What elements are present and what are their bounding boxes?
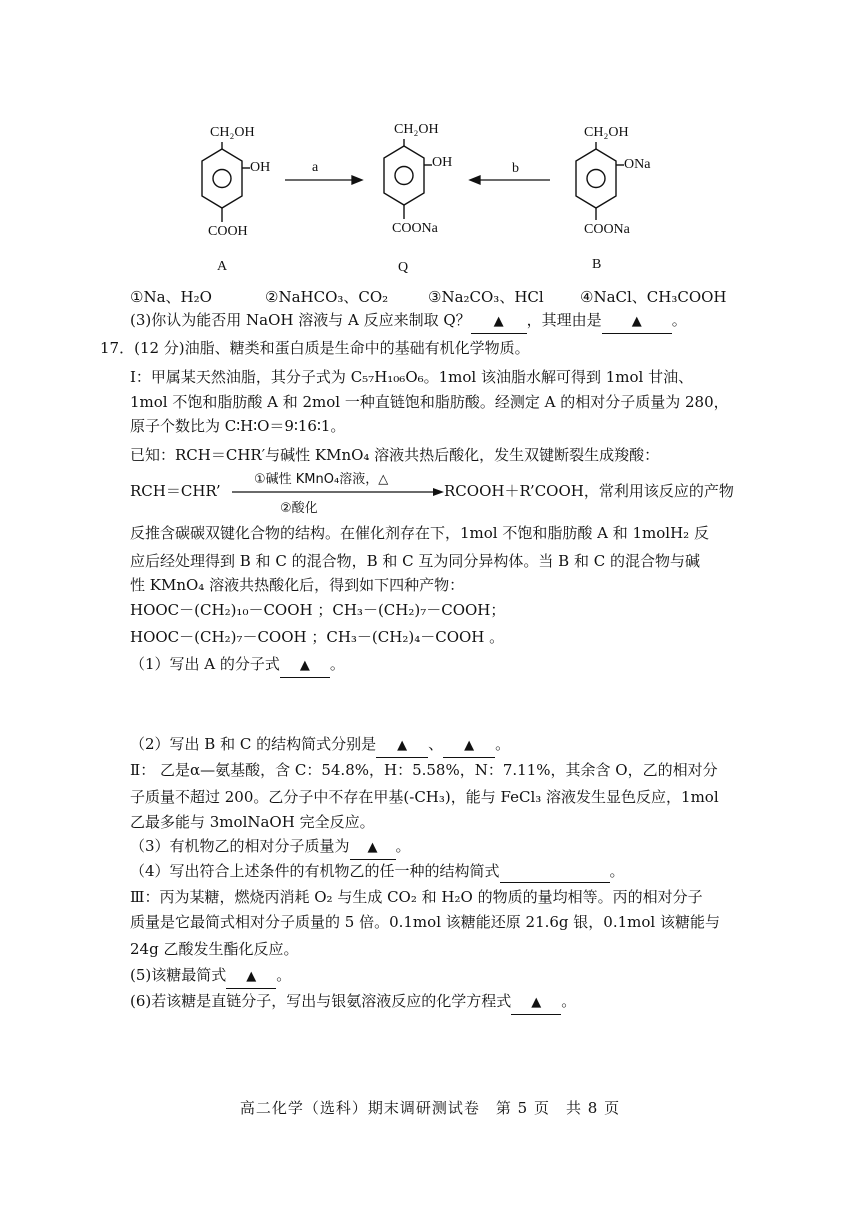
paragraph: 子质量不超过 200。乙分子中不存在甲基(-CH₃)，能与 FeCl₃ 溶液发生显色反应，1mol [130,788,719,806]
paragraph: 反推含碳碳双键化合物的结构。在催化剂存在下，1mol 不饱和脂肪酸 A 和 1molH₂ 反 [130,524,709,542]
answer-blank[interactable]: ▲ [350,835,396,860]
reaction-arrow [232,486,446,498]
benzene-ring-b [576,142,624,220]
paragraph: 乙最多能与 3molNaOH 完全反应。 [130,813,375,831]
q-side-group: OH [432,155,453,170]
q16-3: (3)你认为能否用 NaOH 溶液与 A 反应来制取 Q？ ▲ ，其理由是 ▲ 。 [130,309,687,334]
q17-1: （1）写出 A 的分子式 ▲ 。 [130,653,345,678]
arrow-b [470,176,550,184]
answer-blank[interactable]: ▲ [280,653,330,678]
answer-blank[interactable]: ▲ [226,964,276,989]
q17-heading: 17．(12 分)油脂、糖类和蛋白质是生命中的基础有机化学物质。 [100,339,530,357]
benzene-ring-a [202,142,250,222]
label-b: B [592,257,602,272]
reaction-condition-1: ①碱性 KMnO₄溶液，△ [254,472,389,487]
answer-blank[interactable] [500,860,610,883]
label-a: A [217,259,228,274]
reaction-condition-2: ②酸化 [280,501,318,516]
reaction-right: RCOOH＋R’COOH，常利用该反应的产物 [444,482,734,500]
option-3: ③Na₂CO₃、HCl [428,288,544,306]
benzene-ring-q [384,139,432,219]
option-4: ④NaCl、CH₃COOH [580,288,727,306]
paragraph: Ⅰ：甲属某天然油脂，其分子式为 C₅₇H₁₀₆O₆。1mol 该油脂水解可得到 1mol 甘油、 [130,368,694,386]
answer-blank[interactable]: ▲ [443,733,495,758]
b-top-group: CH₂OH [584,125,629,140]
paragraph: Ⅱ： 乙是α—氨基酸，含 C：54.8%，H：5.58%，N：7.11%，其余含 O，乙的相对分 [130,761,718,779]
option-1: ①Na、H₂O [130,288,212,306]
q17-5: (5)该糖最简式 ▲ 。 [130,964,291,989]
q16-3-text: (3)你认为能否用 NaOH 溶液与 A 反应来制取 Q？ [130,311,471,329]
arrow-a [285,176,362,184]
arrow-a-label: a [312,160,319,175]
paragraph: 原子个数比为 C∶H∶O＝9∶16∶1。 [130,417,346,435]
arrow-b-label: b [512,161,519,176]
q17-3: （3）有机物乙的相对分子质量为 ▲ 。 [130,835,411,860]
option-2: ②NaHCO₃、CO₂ [265,288,389,306]
paragraph: Ⅲ：丙为某糖，燃烧丙消耗 O₂ 与生成 CO₂ 和 H₂O 的物质的量均相等。丙的相对分子 [130,888,703,906]
a-bottom-group: COOH [208,224,248,239]
product-line-2: HOOC－(CH₂)₇－COOH ；CH₃－(CH₂)₄－COOH 。 [130,628,505,646]
q17-2: （2）写出 B 和 C 的结构简式分别是 ▲ 、 ▲ 。 [130,733,510,758]
a-side-group: OH [250,160,271,175]
reaction-left: RCH＝CHR’ [130,482,221,500]
b-bottom-group: COONa [584,222,630,237]
q-bottom-group: COONa [392,221,438,236]
q-top-group: CH₂OH [394,122,439,137]
paragraph: 1mol 不饱和脂肪酸 A 和 2mol 一种直链饱和脂肪酸。经测定 A 的相对分子质量为 280， [130,393,729,411]
q17-4: （4）写出符合上述条件的有机物乙的任一种的结构简式 。 [130,860,625,883]
b-side-group: ONa [624,157,651,172]
answer-blank[interactable]: ▲ [376,733,428,758]
answer-blank[interactable]: ▲ [511,990,561,1015]
paragraph: 质量是它最简式相对分子质量的 5 倍。0.1mol 该糖能还原 21.6g 银，0.1mol 该糖能与 [130,913,720,931]
q16-3-reason: ，其理由是 [526,311,602,329]
reaction-scheme [0,0,860,290]
paragraph: 已知：RCH＝CHR′与碱性 KMnO₄ 溶液共热后酸化，发生双键断裂生成羧酸： [130,446,660,464]
a-top-group: CH₂OH [210,125,255,140]
answer-blank[interactable]: ▲ [471,309,527,334]
paragraph: 24g 乙酸发生酯化反应。 [130,940,299,958]
product-line-1: HOOC－(CH₂)₁₀－COOH ；CH₃－(CH₂)₇－COOH； [130,601,506,619]
paragraph: 应后经处理得到 B 和 C 的混合物，B 和 C 互为同分异构体。当 B 和 C 的混合物与碱 [130,552,700,570]
answer-blank[interactable]: ▲ [602,309,672,334]
q17-6: (6)若该糖是直链分子，写出与银氨溶液反应的化学方程式 ▲ 。 [130,990,576,1015]
page-footer: 高二化学（选科）期末调研测试卷 第 5 页 共 8 页 [239,1099,621,1117]
label-q: Q [398,260,409,275]
paragraph: 性 KMnO₄ 溶液共热酸化后，得到如下四种产物： [130,576,465,594]
